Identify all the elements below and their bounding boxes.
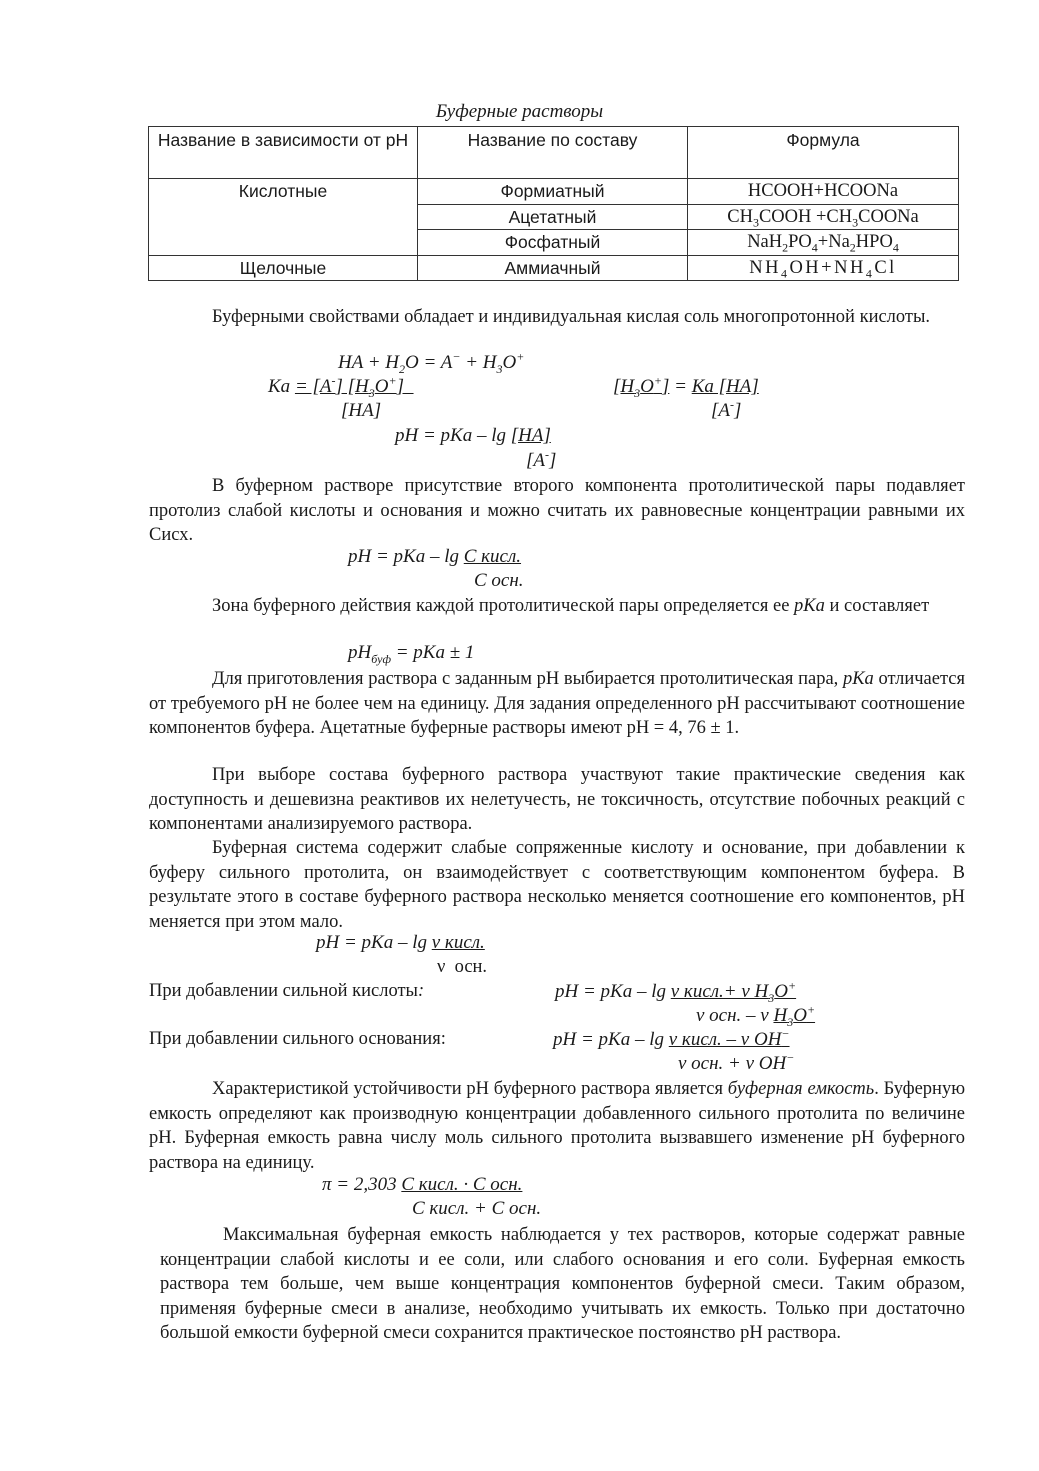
name-cell: Ацетатный (418, 204, 688, 230)
formula-ph-3-denominator: ν осн. (437, 957, 488, 977)
paragraph: Характеристикой устойчивости pH буферного раствора является буферная емкость. Буферную емкость определяют как производную концентрации добавленного сильного протолита по величине pH. Буферная емкость равна числу моль сильного протолита вызвавшего изменение pH буферного раствора на единицу. (149, 1079, 966, 1173)
paragraph: Зона буферного действия каждой протолитической пары определяется ее pKa и составляет (212, 596, 930, 616)
formula-ph-3: pH = pKa – lg ν кисл. (316, 932, 485, 953)
buffer-table (148, 126, 959, 281)
formula-capacity-denominator: C кисл. + C осн. (412, 1198, 542, 1219)
name-cell: Фосфатный (418, 230, 688, 256)
formula-ka: Ka = [A-] $[H_3O^+]$ (268, 373, 414, 400)
paragraph: Буферная система содержит слабые сопряженные кислоту и основание, при добавлении к буферу сильного протолита, он взаимодействует с соответствующим компонентом буфера. В результате этого в составе буферного раствора несколько меняется соотношение его компонентов, pH меняется при этом мало. (149, 838, 965, 932)
group-cell: Кислотные (149, 179, 418, 256)
header-cell: Название по составу (418, 127, 688, 179)
formula-ph-2: pH = pKa – lg C кисл. (348, 546, 522, 567)
formula-ka-denominator: [HA] (341, 400, 382, 421)
formula-h3o-denominator: [A-] (711, 397, 742, 421)
paragraph: Буферными свойствами обладает и индивидуальная кислая соль многопротонной кислоты. (212, 307, 931, 327)
paragraph: В буферном растворе присутствие второго компонента протолитической пары подавляет протолиз слабой кислоты и основания и можно считать их равновесные концентрации равными их Сисх. (149, 476, 965, 546)
table-row (149, 179, 959, 205)
label-add-base: При добавлении сильного основания: (149, 1029, 446, 1049)
table-header-row (149, 127, 959, 179)
formula-ph-1-denominator: [A-] (526, 447, 557, 471)
formula-cell: $CH_3COOH$ $+CH_3COONa$ (688, 204, 959, 230)
table-row (149, 255, 959, 281)
formula-base: pH = pKa – lg ν кисл. – ν OH− (553, 1026, 790, 1050)
paragraph: При выборе состава буферного раствора участвуют такие практические сведения как доступность и дешевизна реактивов их нелетучесть, не токсичность, отсутствие побочных реакций с компонентами анализируемого раствора. (149, 765, 965, 835)
header-cell: Название в зависимости от pH (149, 127, 418, 179)
name-cell: Аммиачный (418, 255, 688, 281)
formula-ph-2-denominator: C осн. (474, 570, 524, 591)
formula-acid: pH = pKa – lg ν кисл.+ ν $H_3O^+$ (555, 978, 797, 1005)
paragraph: Максимальная буферная емкость наблюдается у тех растворов, которые содержат равные концентрации слабой кислоты и ее соли, или слабого основания и его соли. Буферная емкость раствора тем больше, чем выше концентрация компонентов буферной смеси. Таким образом, применяя буферные смеси в анализе, необходимо учитывать их емкость. Только при достаточно большой емкости буферной смеси сохранится практическое постоянство pH раствора. (160, 1225, 965, 1344)
group-cell: Щелочные (149, 255, 418, 281)
formula-cell: $NH_4OH+NH_4Cl$ (688, 255, 959, 281)
formula-base-denominator: ν осн. + ν OH− (678, 1050, 795, 1074)
formula-equilibrium: HA + $H_2O = A^- + H_3O^+$ (338, 349, 525, 376)
formula-ph-buf: $pH_{буф}$ = pKa ± 1 (348, 642, 475, 666)
label-add-acid: При добавлении сильной кислоты: (149, 981, 425, 1001)
formula-h3o: $[H_3O^+] = Ka$ [HA] (613, 373, 759, 400)
formula-capacity: π = 2,303 C кисл. · C осн. (322, 1174, 523, 1195)
formula-ph-1: pH = pKa – lg [HA] (395, 425, 551, 446)
formula-cell: $NaH_2PO_4+Na_2HPO_4$ (688, 230, 959, 256)
paragraph: Для приготовления раствора с заданным pH выбирается протолитическая пара, pKa отличается от требуемого pH не более чем на единицу. Для задания определенного pH рассчитывают соотношение компонентов буфера. Ацетатные буферные растворы имеют pH = 4, 76 ± 1. (149, 669, 965, 739)
formula-cell: HCOOH+HCOONa (688, 179, 959, 205)
table-caption: Буферные растворы (435, 101, 604, 122)
name-cell: Формиатный (418, 179, 688, 205)
header-cell: Формула (688, 127, 959, 179)
formula-acid-denominator: ν осн. – ν $H_3O^+$ (696, 1002, 816, 1029)
